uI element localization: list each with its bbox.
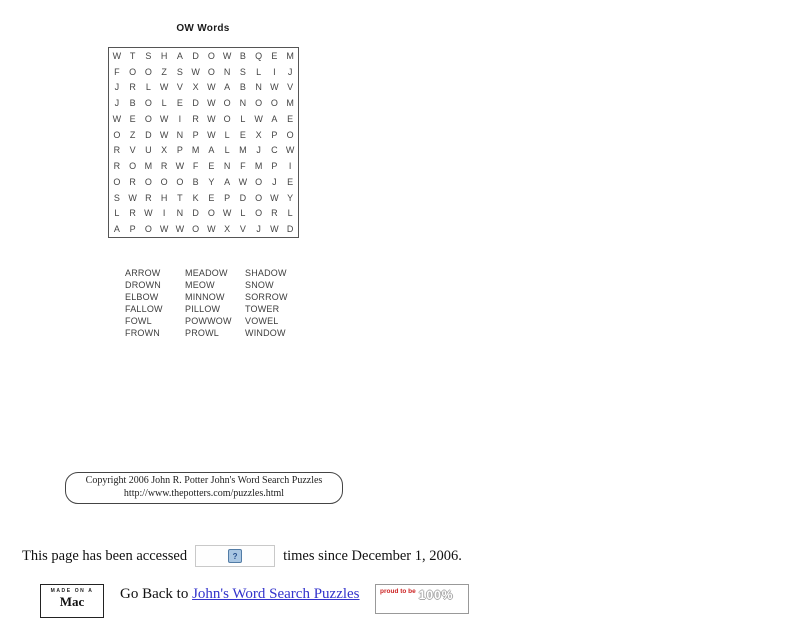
letter-grid — [108, 47, 299, 238]
go-back-link[interactable]: John's Word Search Puzzles — [192, 586, 360, 602]
grid-letter: E — [176, 98, 183, 109]
grid-letter: O — [270, 98, 278, 109]
grid-letter: N — [239, 98, 247, 109]
grid-letter: L — [161, 98, 167, 109]
grid-letter: W — [159, 113, 169, 124]
grid-letter: O — [255, 176, 263, 187]
word-list — [125, 267, 305, 339]
word-list-column — [245, 267, 305, 339]
grid-letter: O — [255, 98, 263, 109]
word-list-column — [185, 267, 245, 339]
grid-letter: N — [223, 66, 231, 77]
grid-letter: M — [239, 145, 247, 156]
grid-letter: W — [175, 224, 185, 235]
made-badge-bottom-label: Mac — [59, 594, 85, 609]
grid-letter: J — [256, 145, 261, 156]
word-item: WINDOW — [245, 328, 286, 338]
grid-letter: W — [270, 82, 279, 93]
go-back-line — [120, 586, 360, 603]
copyright-box — [65, 472, 343, 504]
word-item: ELBOW — [125, 292, 159, 302]
grid-letter: R — [271, 208, 278, 219]
grid-letter: W — [159, 224, 169, 235]
word-item: MEADOW — [185, 268, 228, 278]
grid-letter: O — [223, 113, 231, 124]
grid-letter: E — [287, 113, 294, 124]
grid-letter: A — [224, 176, 231, 187]
grid-letter: W — [112, 113, 122, 124]
grid-letter: O — [144, 66, 152, 77]
word-item: FROWN — [125, 328, 160, 338]
proud-to-be-badge — [375, 584, 469, 614]
word-item: SNOW — [245, 280, 274, 290]
grid-letter: P — [176, 145, 183, 156]
grid-letter: W — [207, 98, 216, 109]
grid-letter: L — [224, 129, 230, 140]
grid-letter: L — [240, 113, 246, 124]
grid-letter: M — [191, 145, 200, 156]
grid-letter: L — [224, 145, 230, 156]
grid-letter: W — [270, 224, 279, 235]
grid-letter: R — [113, 145, 121, 156]
grid-letter: V — [129, 145, 136, 156]
grid-letter: E — [129, 113, 136, 124]
made-badge-top-label: MADE ON A — [50, 588, 94, 594]
grid-letter: U — [145, 145, 152, 156]
grid-letter: W — [207, 82, 216, 93]
grid-letter: S — [176, 66, 183, 77]
grid-letter: J — [272, 176, 277, 187]
proud-badge-outline-text: 100% — [418, 588, 454, 602]
grid-letter: L — [256, 66, 262, 77]
grid-letter: W — [191, 66, 200, 77]
grid-letter: S — [113, 192, 120, 203]
word-item: VOWEL — [245, 316, 279, 326]
grid-letter: E — [208, 161, 215, 172]
grid-letter: N — [176, 129, 184, 140]
grid-letter: R — [145, 192, 152, 203]
grid-letter: B — [239, 82, 246, 93]
access-counter-suffix: times since December 1, 2006. — [283, 547, 462, 564]
access-counter-prefix: This page has been accessed — [22, 547, 188, 564]
grid-letter: E — [287, 176, 294, 187]
grid-letter: V — [239, 224, 246, 235]
grid-letter: R — [113, 161, 121, 172]
word-item: FOWL — [125, 316, 152, 326]
grid-letter: L — [287, 208, 293, 219]
grid-letter: O — [144, 113, 152, 124]
grid-letter: R — [129, 208, 136, 219]
grid-letter: J — [114, 98, 120, 109]
grid-letter: O — [255, 208, 263, 219]
grid-letter: J — [256, 224, 261, 235]
grid-letter: S — [239, 66, 246, 77]
copyright-line2: http://www.thepotters.com/puzzles.html — [123, 487, 285, 499]
grid-letter: Y — [287, 192, 294, 203]
grid-letter: D — [192, 208, 199, 219]
grid-letter: R — [129, 176, 136, 187]
grid-letter: P — [129, 224, 136, 235]
grid-letter: W — [270, 192, 279, 203]
grid-letter: P — [192, 129, 199, 140]
grid-letter: X — [161, 145, 168, 156]
grid-letter: M — [286, 98, 294, 109]
grid-letter: W — [175, 161, 185, 172]
grid-letter: W — [222, 208, 232, 219]
grid-letter: X — [255, 129, 262, 140]
grid-letter: H — [160, 192, 168, 203]
grid-letter: W — [144, 208, 153, 219]
grid-letter: W — [128, 192, 137, 203]
grid-letter: O — [207, 66, 215, 77]
word-item: ARROW — [125, 268, 161, 278]
grid-letter: M — [144, 161, 153, 172]
grid-letter: C — [271, 145, 278, 156]
grid-letter: E — [208, 192, 215, 203]
grid-letter: R — [129, 82, 136, 93]
proud-badge-label: proud to be — [380, 588, 416, 595]
grid-letter: B — [129, 98, 136, 109]
grid-letter: F — [192, 161, 199, 172]
grid-letter: O — [223, 98, 231, 109]
made-on-a-mac-badge — [40, 584, 104, 618]
grid-letter: D — [286, 224, 294, 235]
grid-letter: L — [240, 208, 246, 219]
grid-letter: T — [177, 192, 183, 203]
grid-letter: D — [192, 98, 199, 109]
grid-letter: O — [144, 176, 152, 187]
access-counter-line — [22, 544, 462, 568]
grid-letter: D — [192, 50, 199, 61]
grid-letter: A — [113, 224, 120, 235]
grid-letter: A — [224, 82, 231, 93]
grid-letter: X — [192, 82, 199, 93]
grid-letter: D — [145, 129, 152, 140]
grid-letter: W — [207, 129, 216, 140]
word-item: DROWN — [125, 280, 161, 290]
grid-letter: A — [208, 145, 215, 156]
grid-letter: J — [287, 66, 293, 77]
grid-letter: W — [254, 113, 263, 124]
word-item: FALLOW — [125, 304, 163, 314]
word-item: SORROW — [245, 292, 288, 302]
grid-letter: W — [285, 145, 295, 156]
grid-letter: E — [239, 129, 246, 140]
grid-letter: W — [238, 176, 248, 187]
grid-letter: I — [288, 161, 292, 172]
grid-letter: L — [145, 82, 151, 93]
grid-letter: R — [192, 113, 199, 124]
grid-letter: F — [240, 161, 246, 172]
word-item: POWWOW — [185, 316, 232, 326]
grid-letter: O — [113, 129, 121, 140]
grid-letter: M — [254, 161, 263, 172]
word-item: SHADOW — [245, 268, 287, 278]
grid-letter: O — [160, 176, 168, 187]
grid-letter: P — [224, 192, 231, 203]
word-list-column — [125, 267, 185, 339]
grid-letter: W — [159, 82, 169, 93]
grid-letter: W — [207, 224, 216, 235]
grid-letter: O — [255, 192, 263, 203]
grid-letter: V — [176, 82, 183, 93]
grid-letter: X — [224, 224, 231, 235]
grid-letter: J — [114, 82, 120, 93]
grid-letter: T — [129, 50, 136, 61]
word-item: MINNOW — [185, 292, 225, 302]
puzzle-title: OW Words — [176, 23, 230, 34]
grid-letter: A — [271, 113, 278, 124]
grid-letter: O — [192, 224, 200, 235]
broken-image-icon: ? — [228, 549, 242, 563]
word-item: MEOW — [185, 280, 215, 290]
grid-letter: O — [207, 208, 215, 219]
grid-letter: O — [286, 129, 294, 140]
grid-letter: Q — [255, 50, 263, 61]
go-back-prefix: Go Back to — [120, 586, 193, 602]
grid-letter: N — [223, 161, 231, 172]
grid-letter: F — [114, 66, 120, 77]
word-item: PROWL — [185, 328, 220, 338]
grid-letter: B — [239, 50, 246, 61]
grid-letter: O — [207, 50, 215, 61]
grid-letter: W — [207, 113, 216, 124]
grid-letter: D — [239, 192, 247, 203]
grid-letter: Z — [129, 129, 136, 140]
grid-letter: O — [144, 224, 152, 235]
grid-letter: N — [176, 208, 184, 219]
grid-letter: R — [160, 161, 168, 172]
grid-letter: I — [178, 113, 182, 124]
grid-letter: E — [271, 50, 278, 61]
grid-letter: B — [192, 176, 199, 187]
grid-letter: M — [286, 50, 294, 61]
grid-letter: W — [159, 129, 169, 140]
grid-letter: P — [271, 129, 278, 140]
grid-letter: O — [129, 161, 137, 172]
grid-letter: H — [160, 50, 168, 61]
grid-letter: K — [192, 192, 199, 203]
grid-letter: I — [162, 208, 166, 219]
grid-letter: W — [222, 50, 232, 61]
grid-letter: O — [144, 98, 152, 109]
grid-letter: W — [112, 50, 122, 61]
grid-letter: N — [255, 82, 262, 93]
grid-letter: O — [176, 176, 184, 187]
copyright-line1: Copyright 2006 John R. Potter John's Word Search Puzzles — [85, 475, 323, 486]
grid-letter: Y — [208, 176, 215, 187]
hit-counter-box — [195, 545, 275, 567]
grid-letter: O — [129, 66, 137, 77]
grid-letter: A — [176, 50, 183, 61]
grid-letter: I — [273, 66, 276, 77]
grid-letter: Z — [161, 66, 167, 77]
grid-letter: L — [114, 208, 120, 219]
grid-letter: V — [287, 82, 294, 93]
grid-letter: O — [113, 176, 121, 187]
grid-letter: P — [271, 161, 278, 172]
grid-letter: S — [145, 50, 152, 61]
word-item: TOWER — [245, 304, 280, 314]
word-item: PILLOW — [185, 304, 221, 314]
